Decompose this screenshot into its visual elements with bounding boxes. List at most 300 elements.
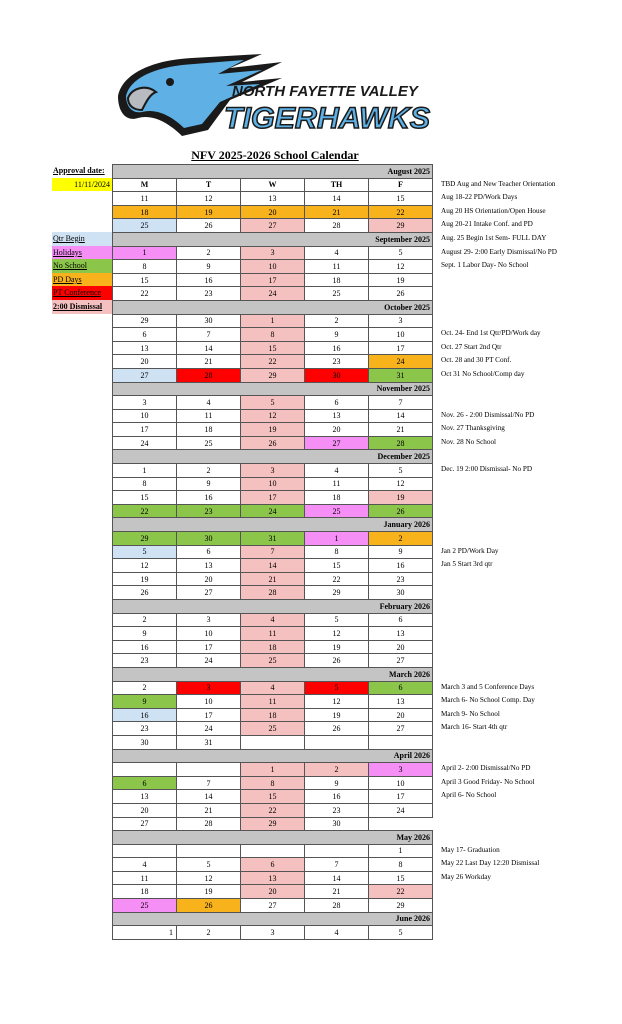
day-cell: 5 xyxy=(305,613,369,627)
day-cell: 5 xyxy=(369,464,433,478)
day-cell: 29 xyxy=(369,899,433,913)
day-cell: 28 xyxy=(177,368,241,382)
day-cell: 1 xyxy=(113,464,177,478)
month-header: February 2026 xyxy=(113,600,433,614)
calendar-note: March 16- Start 4th qtr xyxy=(441,723,508,732)
day-cell: 22 xyxy=(369,885,433,899)
calendar-note xyxy=(441,912,621,926)
day-cell: 5 xyxy=(113,545,177,559)
legend-item: 11/11/2024 xyxy=(52,178,112,192)
day-cell: 31 xyxy=(369,368,433,382)
day-cell: 20 xyxy=(369,708,433,722)
month-header: December 2025 xyxy=(113,450,433,464)
day-cell: 5 xyxy=(241,396,305,410)
day-cell: 28 xyxy=(241,586,305,600)
weekday-header: T xyxy=(177,178,241,192)
day-cell: 20 xyxy=(369,640,433,654)
calendar-note: TBD Aug and New Teacher Orientation xyxy=(441,179,556,188)
day-cell: 11 xyxy=(113,192,177,206)
legend-item: PT Conference xyxy=(52,286,112,300)
day-cell: 15 xyxy=(369,871,433,885)
day-cell: 14 xyxy=(369,409,433,423)
day-cell: 10 xyxy=(177,695,241,709)
day-cell: 2 xyxy=(113,613,177,627)
day-cell: 13 xyxy=(177,559,241,573)
day-cell: 17 xyxy=(177,640,241,654)
day-cell: 24 xyxy=(177,722,241,736)
day-cell: 4 xyxy=(113,858,177,872)
calendar-note: April 6- No School xyxy=(441,791,497,800)
day-cell: 10 xyxy=(177,627,241,641)
day-cell: 1 xyxy=(369,844,433,858)
day-cell: 14 xyxy=(305,871,369,885)
day-cell: 3 xyxy=(369,314,433,328)
calendar-note: Aug. 25 Begin 1st Sem- FULL DAY xyxy=(441,233,547,242)
calendar-note: Nov. 28 No School xyxy=(441,437,497,446)
day-cell: 30 xyxy=(305,368,369,382)
day-cell: 6 xyxy=(369,613,433,627)
calendar-note xyxy=(441,504,621,518)
day-cell: 19 xyxy=(305,640,369,654)
day-cell: 10 xyxy=(369,776,433,790)
calendar-note: Aug 20-21 Intake Conf. and PD xyxy=(441,220,533,229)
day-cell: 8 xyxy=(369,858,433,872)
day-cell: 17 xyxy=(241,491,305,505)
day-cell xyxy=(113,844,177,858)
calendar-note xyxy=(441,477,621,491)
legend-item: No School xyxy=(52,259,112,273)
calendar-note: Nov. 26 - 2:00 Dismissal/No PD xyxy=(441,410,535,419)
day-cell: 17 xyxy=(369,790,433,804)
day-cell: 22 xyxy=(113,504,177,518)
day-cell: 5 xyxy=(305,681,369,695)
day-cell: 17 xyxy=(113,423,177,437)
day-cell: 11 xyxy=(113,871,177,885)
calendar-note: March 3 and 5 Conference Days xyxy=(441,682,535,691)
day-cell: 7 xyxy=(177,776,241,790)
calendar-note xyxy=(441,314,621,328)
notes-column xyxy=(441,164,621,939)
day-cell: 14 xyxy=(177,341,241,355)
calendar-note: Jan 5 Start 3rd qtr xyxy=(441,560,493,569)
day-cell: 2 xyxy=(177,926,241,940)
day-cell: 24 xyxy=(177,654,241,668)
month-header: June 2026 xyxy=(113,912,433,926)
legend-item xyxy=(52,218,112,232)
day-cell: 26 xyxy=(177,899,241,913)
weekday-header: TH xyxy=(305,178,369,192)
day-cell: 27 xyxy=(177,586,241,600)
day-cell: 2 xyxy=(305,314,369,328)
day-cell: 27 xyxy=(369,722,433,736)
day-cell: 31 xyxy=(241,532,305,546)
calendar-note: April 2- 2:00 Dismissal/No PD xyxy=(441,764,531,773)
day-cell: 12 xyxy=(369,260,433,274)
day-cell: 23 xyxy=(113,654,177,668)
day-cell: 24 xyxy=(241,504,305,518)
day-cell: 16 xyxy=(369,559,433,573)
day-cell: 24 xyxy=(369,355,433,369)
calendar-note xyxy=(441,164,621,178)
weekday-header: M xyxy=(113,178,177,192)
day-cell: 14 xyxy=(241,559,305,573)
calendar-note xyxy=(441,300,621,314)
day-cell: 22 xyxy=(241,355,305,369)
weekday-header: W xyxy=(241,178,305,192)
calendar-note xyxy=(441,653,621,667)
day-cell: 16 xyxy=(305,341,369,355)
calendar-note xyxy=(441,286,621,300)
day-cell: 29 xyxy=(241,368,305,382)
day-cell: 4 xyxy=(241,681,305,695)
day-cell xyxy=(177,763,241,777)
legend-item: Qtr Begin xyxy=(52,232,112,246)
day-cell: 21 xyxy=(305,885,369,899)
day-cell: 26 xyxy=(369,287,433,301)
calendar-note: May 17- Graduation xyxy=(441,845,500,854)
day-cell: 1 xyxy=(241,314,305,328)
day-cell: 13 xyxy=(241,871,305,885)
month-header: May 2026 xyxy=(113,831,433,845)
day-cell: 23 xyxy=(305,803,369,817)
day-cell: 1 xyxy=(113,926,177,940)
calendar-note xyxy=(441,572,621,586)
day-cell: 7 xyxy=(369,396,433,410)
calendar-note xyxy=(441,273,621,287)
tigerhawks-logo xyxy=(112,52,442,144)
calendar-note xyxy=(441,382,621,396)
day-cell: 4 xyxy=(241,613,305,627)
day-cell: 28 xyxy=(177,817,241,831)
month-header: September 2025 xyxy=(113,232,433,246)
calendar-note xyxy=(441,395,621,409)
day-cell: 25 xyxy=(241,654,305,668)
day-cell: 8 xyxy=(241,328,305,342)
day-cell: 30 xyxy=(369,586,433,600)
day-cell: 20 xyxy=(305,423,369,437)
hawk-eye xyxy=(166,78,174,86)
calendar-note: Oct 31 No School/Comp day xyxy=(441,369,525,378)
calendar-note xyxy=(441,613,621,627)
day-cell: 25 xyxy=(177,436,241,450)
day-cell: 4 xyxy=(177,396,241,410)
day-cell: 15 xyxy=(113,273,177,287)
day-cell: 26 xyxy=(241,436,305,450)
day-cell: 11 xyxy=(305,260,369,274)
day-cell: 9 xyxy=(177,477,241,491)
day-cell: 29 xyxy=(113,314,177,328)
day-cell: 9 xyxy=(305,328,369,342)
legend-item: Holidays xyxy=(52,246,112,260)
calendar-note xyxy=(441,490,621,504)
day-cell: 18 xyxy=(305,273,369,287)
day-cell: 30 xyxy=(177,314,241,328)
day-cell: 9 xyxy=(177,260,241,274)
day-cell: 24 xyxy=(113,436,177,450)
calendar-note xyxy=(441,749,621,763)
day-cell: 9 xyxy=(113,695,177,709)
day-cell: 15 xyxy=(113,491,177,505)
legend-item: 2:00 Dismissal xyxy=(52,300,112,314)
day-cell: 19 xyxy=(113,572,177,586)
day-cell: 1 xyxy=(241,763,305,777)
day-cell: 6 xyxy=(113,328,177,342)
day-cell: 21 xyxy=(369,423,433,437)
day-cell: 18 xyxy=(241,640,305,654)
calendar-note xyxy=(441,626,621,640)
day-cell: 30 xyxy=(305,817,369,831)
logo-line1: NORTH FAYETTE VALLEY xyxy=(232,83,418,100)
day-cell: 27 xyxy=(113,817,177,831)
day-cell: 13 xyxy=(305,409,369,423)
day-cell: 10 xyxy=(241,260,305,274)
day-cell: 10 xyxy=(241,477,305,491)
day-cell: 11 xyxy=(305,477,369,491)
day-cell: 23 xyxy=(177,287,241,301)
calendar-note: May 22 Last Day 12:20 Dismissal xyxy=(441,859,540,868)
day-cell: 6 xyxy=(241,858,305,872)
day-cell: 22 xyxy=(305,572,369,586)
day-cell: 30 xyxy=(177,532,241,546)
day-cell: 28 xyxy=(369,436,433,450)
day-cell: 20 xyxy=(113,803,177,817)
day-cell xyxy=(113,763,177,777)
day-cell: 12 xyxy=(305,695,369,709)
day-cell: 21 xyxy=(305,205,369,219)
calendar-note: Nov. 27 Thanksgiving xyxy=(441,424,505,433)
calendar-note: Oct. 28 and 30 PT Conf. xyxy=(441,356,512,365)
day-cell: 16 xyxy=(113,640,177,654)
day-cell: 2 xyxy=(305,763,369,777)
calendar-note: March 9- No School xyxy=(441,709,500,718)
calendar-note: Aug 20 HS Orientation/Open House xyxy=(441,206,546,215)
month-header: November 2025 xyxy=(113,382,433,396)
day-cell: 12 xyxy=(177,192,241,206)
day-cell: 29 xyxy=(305,586,369,600)
month-header: October 2025 xyxy=(113,300,433,314)
calendar-note xyxy=(441,830,621,844)
day-cell: 28 xyxy=(305,899,369,913)
month-header: August 2025 xyxy=(113,165,433,179)
day-cell: 27 xyxy=(369,654,433,668)
calendar-note: Aug 18-22 PD/Work Days xyxy=(441,193,518,202)
day-cell xyxy=(305,844,369,858)
calendar-table xyxy=(112,164,433,940)
day-cell: 20 xyxy=(241,885,305,899)
calendar-note xyxy=(441,735,621,749)
calendar-note xyxy=(441,531,621,545)
calendar-note: May 26 Workday xyxy=(441,872,491,881)
day-cell: 25 xyxy=(241,722,305,736)
day-cell: 2 xyxy=(177,246,241,260)
weekday-header: F xyxy=(369,178,433,192)
day-cell: 3 xyxy=(177,613,241,627)
day-cell: 11 xyxy=(241,695,305,709)
calendar-note: Dec. 19 2:00 Dismissal- No PD xyxy=(441,465,533,474)
day-cell: 23 xyxy=(305,355,369,369)
day-cell: 4 xyxy=(305,464,369,478)
day-cell: 15 xyxy=(241,341,305,355)
day-cell: 17 xyxy=(241,273,305,287)
day-cell: 14 xyxy=(177,790,241,804)
day-cell: 21 xyxy=(177,355,241,369)
day-cell: 8 xyxy=(113,477,177,491)
day-cell: 12 xyxy=(113,559,177,573)
day-cell: 13 xyxy=(369,627,433,641)
day-cell: 3 xyxy=(369,763,433,777)
calendar-note xyxy=(441,925,621,939)
day-cell xyxy=(369,735,433,749)
day-cell: 15 xyxy=(305,559,369,573)
day-cell: 22 xyxy=(241,803,305,817)
day-cell: 9 xyxy=(369,545,433,559)
day-cell xyxy=(241,844,305,858)
day-cell: 5 xyxy=(177,858,241,872)
day-cell: 5 xyxy=(369,246,433,260)
day-cell: 17 xyxy=(369,341,433,355)
day-cell: 25 xyxy=(305,504,369,518)
day-cell: 4 xyxy=(305,246,369,260)
day-cell: 18 xyxy=(305,491,369,505)
day-cell: 19 xyxy=(241,423,305,437)
day-cell: 26 xyxy=(369,504,433,518)
day-cell: 26 xyxy=(177,219,241,233)
day-cell: 27 xyxy=(113,368,177,382)
month-header: April 2026 xyxy=(113,749,433,763)
day-cell: 23 xyxy=(369,572,433,586)
day-cell: 15 xyxy=(369,192,433,206)
day-cell: 2 xyxy=(113,681,177,695)
day-cell: 27 xyxy=(305,436,369,450)
day-cell xyxy=(241,735,305,749)
day-cell: 13 xyxy=(241,192,305,206)
day-cell: 8 xyxy=(305,545,369,559)
day-cell: 7 xyxy=(241,545,305,559)
day-cell: 30 xyxy=(113,735,177,749)
day-cell: 6 xyxy=(369,681,433,695)
day-cell: 22 xyxy=(369,205,433,219)
day-cell: 29 xyxy=(113,532,177,546)
day-cell: 12 xyxy=(305,627,369,641)
legend-item xyxy=(52,191,112,205)
day-cell: 8 xyxy=(113,260,177,274)
day-cell: 9 xyxy=(305,776,369,790)
day-cell xyxy=(369,817,433,831)
day-cell: 20 xyxy=(177,572,241,586)
day-cell: 18 xyxy=(177,423,241,437)
day-cell: 2 xyxy=(369,532,433,546)
day-cell: 5 xyxy=(369,926,433,940)
day-cell: 11 xyxy=(177,409,241,423)
day-cell: 16 xyxy=(305,790,369,804)
day-cell: 19 xyxy=(177,205,241,219)
day-cell: 2 xyxy=(177,464,241,478)
day-cell: 26 xyxy=(305,722,369,736)
day-cell: 18 xyxy=(113,205,177,219)
day-cell: 27 xyxy=(241,219,305,233)
day-cell: 21 xyxy=(241,572,305,586)
day-cell: 6 xyxy=(113,776,177,790)
calendar-note xyxy=(441,585,621,599)
calendar-note xyxy=(441,898,621,912)
day-cell: 19 xyxy=(305,708,369,722)
page-title: NFV 2025-2026 School Calendar xyxy=(191,148,359,162)
calendar-note xyxy=(441,884,621,898)
day-cell: 20 xyxy=(241,205,305,219)
calendar-note: March 6- No School Comp. Day xyxy=(441,696,535,705)
calendar-note xyxy=(441,803,621,817)
calendar-note: August 29- 2:00 Early Dismissal/No PD xyxy=(441,247,557,256)
day-cell: 18 xyxy=(241,708,305,722)
day-cell: 7 xyxy=(177,328,241,342)
legend-item xyxy=(52,205,112,219)
day-cell: 12 xyxy=(177,871,241,885)
day-cell xyxy=(305,735,369,749)
day-cell: 1 xyxy=(305,532,369,546)
day-cell: 25 xyxy=(305,287,369,301)
day-cell: 10 xyxy=(113,409,177,423)
day-cell: 12 xyxy=(369,477,433,491)
logo-line2: TIGERHAWKS xyxy=(224,102,430,135)
day-cell: 19 xyxy=(369,273,433,287)
calendar-grid xyxy=(112,164,433,940)
calendar-note: April 3 Good Friday- No School xyxy=(441,777,535,786)
day-cell: 16 xyxy=(177,273,241,287)
day-cell: 23 xyxy=(113,722,177,736)
day-cell: 1 xyxy=(113,246,177,260)
calendar-note xyxy=(441,449,621,463)
calendar-note xyxy=(441,640,621,654)
day-cell: 6 xyxy=(177,545,241,559)
day-cell: 29 xyxy=(241,817,305,831)
day-cell: 21 xyxy=(177,803,241,817)
day-cell: 25 xyxy=(113,899,177,913)
legend-item: Approval date: xyxy=(53,166,105,175)
legend xyxy=(52,164,112,314)
day-cell: 19 xyxy=(369,491,433,505)
day-cell: 10 xyxy=(369,328,433,342)
day-cell: 3 xyxy=(177,681,241,695)
day-cell: 25 xyxy=(113,219,177,233)
day-cell: 27 xyxy=(241,899,305,913)
calendar-note: Jan 2 PD/Work Day xyxy=(441,546,499,555)
day-cell: 14 xyxy=(305,192,369,206)
day-cell: 9 xyxy=(113,627,177,641)
day-cell: 13 xyxy=(369,695,433,709)
day-cell: 18 xyxy=(113,885,177,899)
day-cell: 17 xyxy=(177,708,241,722)
day-cell: 8 xyxy=(241,776,305,790)
day-cell: 29 xyxy=(369,219,433,233)
calendar-note xyxy=(441,667,621,681)
calendar-note: Sept. 1 Labor Day- No School xyxy=(441,261,529,270)
calendar-note xyxy=(441,517,621,531)
legend-item: PD Days xyxy=(52,273,112,287)
month-header: March 2026 xyxy=(113,667,433,681)
day-cell: 16 xyxy=(177,491,241,505)
day-cell: 3 xyxy=(113,396,177,410)
day-cell: 28 xyxy=(305,219,369,233)
day-cell: 15 xyxy=(241,790,305,804)
day-cell: 3 xyxy=(241,246,305,260)
calendar-note: Oct. 24- End 1st Qtr/PD/Work day xyxy=(441,329,541,338)
day-cell: 26 xyxy=(113,586,177,600)
day-cell: 24 xyxy=(241,287,305,301)
month-header: January 2026 xyxy=(113,518,433,532)
day-cell: 31 xyxy=(177,735,241,749)
day-cell: 12 xyxy=(241,409,305,423)
day-cell: 26 xyxy=(305,654,369,668)
